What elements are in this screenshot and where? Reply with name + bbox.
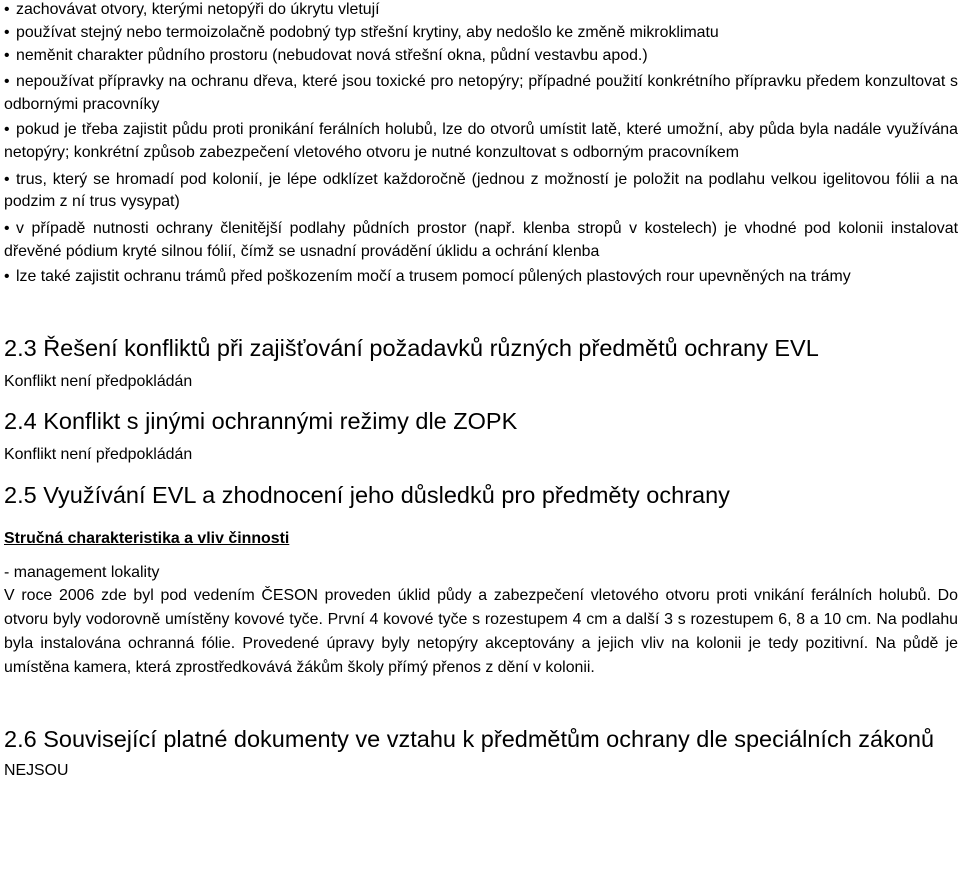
section-2-5-paragraph: V roce 2006 zde byl pod vedením ČESON proveden úklid půdy a zabezpečení vletového otvoru proti vnikání ferálních holubů. Do otvoru byly vodorovně umístěny kovové tyče. První 4 kovové tyče s rozestupem 4 cm a další 3 s rozestupem 6, 8 a 10 cm. Na podlahu byla instalována ochranná fólie. Provedené úpravy byly netopýry akceptovány a jejich vliv na kolonii je tedy pozitivní. Na půdě je umístěna kamera, která zprostředkovává žákům školy přímý přenos z dění v kolonii.: [4, 586, 958, 677]
list-item: [4, 45, 958, 68]
section-2-6-text: NEJSOU: [4, 761, 69, 779]
document-page: [4, 0, 958, 782]
list-item-text: zachovávat otvory, kterými netopýři do úkrytu vletují: [16, 1, 380, 18]
bullet-icon: •: [4, 267, 10, 285]
bullet-icon: •: [4, 1, 10, 18]
list-item: [4, 218, 958, 264]
list-item-text: neměnit charakter půdního prostoru (nebudovat nová střešní okna, půdní vestavbu apod.): [16, 46, 648, 64]
list-item-text: pokud je třeba zajistit půdu proti pronikání ferálních holubů, lze do otvorů umístit latě, které umožní, aby půda byla nadále využívána netopýry; konkrétní způsob zabezpečení vletového otvoru je nutné konzultovat s odborným pracovníkem: [4, 120, 958, 161]
section-2-3-text: Konflikt není předpokládán: [4, 372, 193, 390]
section-2-4-text: Konflikt není předpokládán: [4, 446, 193, 464]
section-2-5-subheading: Stručná charakteristika a vliv činnosti: [4, 530, 290, 548]
list-item-text: nepoužívat přípravky na ochranu dřeva, které jsou toxické pro netopýry; případné použití konkrétního přípravku předem konzultovat s odbornými pracovníky: [4, 73, 958, 114]
list-item: [4, 119, 958, 165]
bullet-icon: •: [4, 120, 10, 138]
bullet-icon: •: [4, 170, 10, 188]
section-2-6-heading: 2.6 Související platné dokumenty ve vztahu k předmětům ochrany dle speciálních zákonů: [4, 725, 935, 752]
bullet-icon: •: [4, 73, 10, 91]
measures-list: [4, 0, 958, 289]
section-2-4-heading: 2.4 Konflikt s jinými ochrannými režimy dle ZOPK: [4, 408, 518, 435]
list-item: [4, 71, 958, 117]
bullet-icon: •: [4, 220, 10, 238]
list-item: [4, 0, 958, 22]
bullet-icon: •: [4, 46, 10, 64]
list-item-text: trus, který se hromadí pod kolonií, je lépe odklízet každoročně (jednou z možností je položit na podlahu velkou igelitovou fólii a na podzim z ní trus vysypat): [4, 170, 958, 211]
bullet-icon: •: [4, 23, 10, 41]
list-item: [4, 22, 958, 45]
list-item: [4, 266, 958, 289]
list-item-text: používat stejný nebo termoizolačně podobný typ střešní krytiny, aby nedošlo ke změně mikroklimatu: [16, 23, 719, 41]
list-item-text: lze také zajistit ochranu trámů před poškozením močí a trusem pomocí půlených plastových rour upevněných na trámy: [16, 267, 851, 285]
list-item-text: v případě nutnosti ochrany členitější podlahy půdních prostor (např. klenba stropů v kostelech) je vhodné pod kolonii instalovat dřevěné pódium kryté silnou fólií, čímž se usnadní provádění úklidu a ochrání klenba: [4, 220, 958, 260]
section-2-5-item: - management lokality: [4, 563, 160, 581]
list-item: [4, 169, 958, 215]
section-2-5-heading: 2.5 Využívání EVL a zhodnocení jeho důsledků pro předměty ochrany: [4, 482, 730, 509]
section-2-3-heading: 2.3 Řešení konfliktů při zajišťování požadavků různých předmětů ochrany EVL: [4, 334, 819, 361]
